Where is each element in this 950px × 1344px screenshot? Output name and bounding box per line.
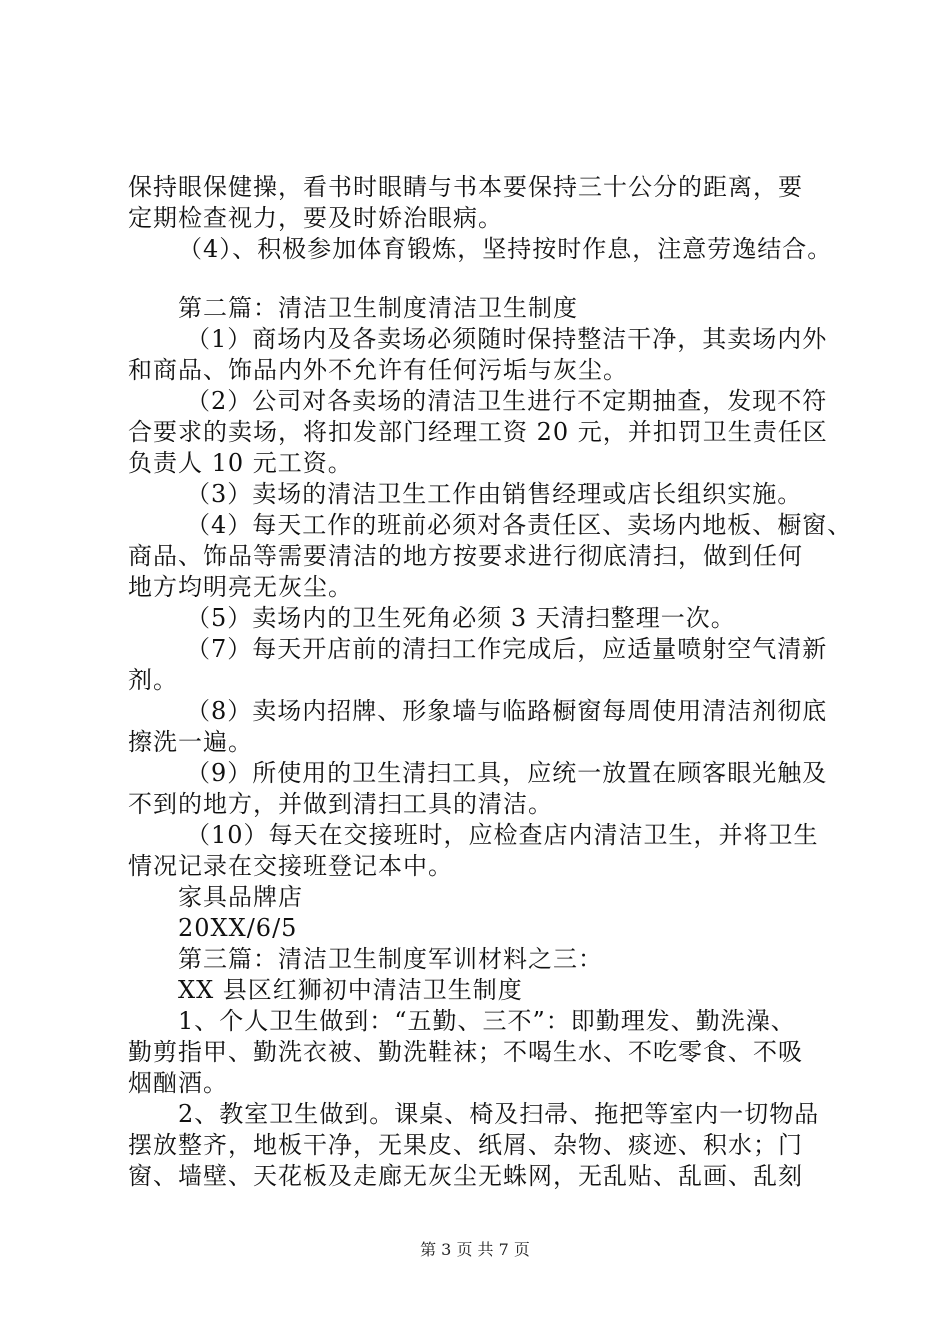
text-line: （4）、积极参加体育锻炼，坚持按时作息，注意劳逸结合。 (178, 235, 833, 263)
text-line: （1）商场内及各卖场必须随时保持整洁干净，其卖场内外 (186, 325, 828, 353)
text-line: （3）卖场的清洁卫生工作由销售经理或店长组织实施。 (186, 480, 803, 508)
text-line: 窗、墙壁、天花板及走廊无灰尘无蛛网，无乱贴、乱画、乱刻 (128, 1162, 803, 1190)
text-line: （5）卖场内的卫生死角必须 3 天清扫整理一次。 (186, 604, 736, 632)
text-line: 剂。 (128, 666, 178, 694)
text-line: 擦洗一遍。 (128, 728, 253, 756)
signature-date: 20XX/6/5 (178, 914, 298, 942)
text-line: 情况记录在交接班登记本中。 (128, 852, 453, 880)
text-line: （7）每天开店前的清扫工作完成后，应适量喷射空气清新 (186, 635, 828, 663)
text-line: 负责人 10 元工资。 (128, 449, 353, 477)
text-line: 烟酗酒。 (128, 1069, 228, 1097)
section-heading: 第三篇：清洁卫生制度军训材料之三： (178, 945, 603, 973)
text-line: （8）卖场内招牌、形象墙与临路橱窗每周使用清洁剂彻底 (186, 697, 828, 725)
text-line: 2、教室卫生做到。课桌、椅及扫帚、拖把等室内一切物品 (178, 1100, 820, 1128)
text-line: 和商品、饰品内外不允许有任何污垢与灰尘。 (128, 356, 628, 384)
signature-store: 家具品牌店 (178, 883, 303, 911)
section-heading: 第二篇：清洁卫生制度清洁卫生制度 (178, 294, 578, 322)
text-line: 保持眼保健操，看书时眼睛与书本要保持三十公分的距离，要 (128, 173, 803, 201)
text-line: 勤剪指甲、勤洗衣被、勤洗鞋袜；不喝生水、不吃零食、不吸 (128, 1038, 803, 1066)
text-line: 合要求的卖场，将扣发部门经理工资 20 元，并扣罚卫生责任区 (128, 418, 828, 446)
text-line: 1、个人卫生做到：“五勤、三不”：即勤理发、勤洗澡、 (178, 1007, 796, 1035)
text-line: （9）所使用的卫生清扫工具，应统一放置在顾客眼光触及 (186, 759, 828, 787)
page-number-footer: 第 3 页 共 7 页 (420, 1240, 530, 1259)
section-subtitle: XX 县区红狮初中清洁卫生制度 (178, 976, 523, 1004)
text-line: 不到的地方，并做到清扫工具的清洁。 (128, 790, 553, 818)
text-line: 地方均明亮无灰尘。 (128, 573, 353, 601)
text-line: 摆放整齐，地板干净，无果皮、纸屑、杂物、痰迹、积水；门 (128, 1131, 803, 1159)
text-line: （2）公司对各卖场的清洁卫生进行不定期抽查，发现不符 (186, 387, 828, 415)
text-line: 商品、饰品等需要清洁的地方按要求进行彻底清扫，做到任何 (128, 542, 803, 570)
text-line: （10）每天在交接班时，应检查店内清洁卫生，并将卫生 (186, 821, 819, 849)
document-body (128, 172, 853, 1192)
text-line: 定期检查视力，要及时娇治眼病。 (128, 204, 503, 232)
paragraph-gap (128, 265, 848, 293)
text-line: （4）每天工作的班前必须对各责任区、卖场内地板、橱窗、 (186, 511, 853, 539)
